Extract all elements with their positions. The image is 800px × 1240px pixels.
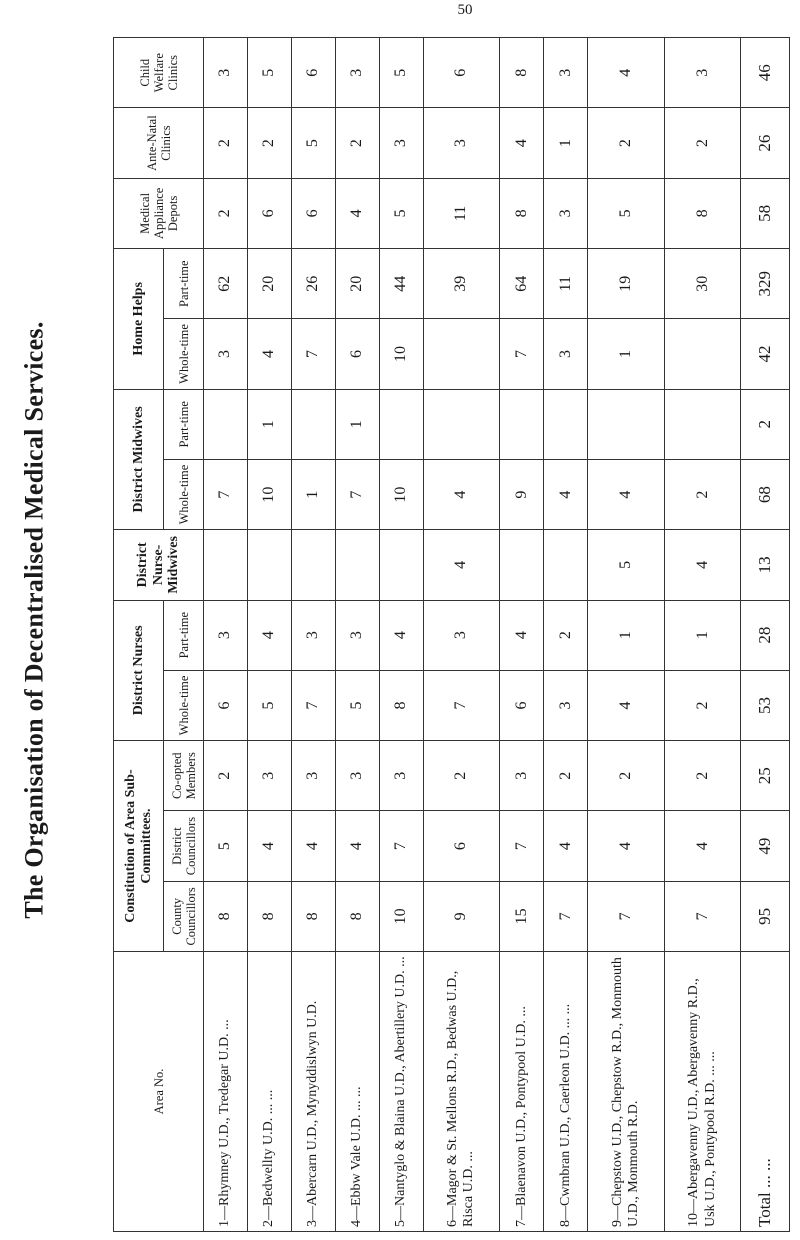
table-cell: 10 — [379, 881, 423, 951]
page-number: 50 — [457, 2, 473, 18]
helps-whole-time-header: Whole-time — [164, 319, 204, 389]
total-row — [741, 38, 790, 1232]
midwives-whole-time-header: Whole-time — [164, 459, 204, 529]
table-cell: 4 — [423, 459, 500, 529]
table-cell: 8 — [204, 881, 248, 951]
table-cell: 2 — [664, 108, 741, 178]
table-cell: 6 — [423, 38, 500, 108]
services-table-container — [113, 37, 790, 1232]
table-cell — [500, 530, 544, 600]
helps-part-time-header: Part-time — [164, 249, 204, 319]
table-cell: 2 — [204, 108, 248, 178]
table-cell: 6 — [335, 319, 379, 389]
table-cell: 2 — [664, 459, 741, 529]
table-cell: 1 — [544, 108, 588, 178]
table-cell: 4 — [247, 811, 291, 881]
table-cell: 8 — [500, 38, 544, 108]
table-cell: 5 — [588, 530, 665, 600]
table-cell: 6 — [291, 178, 335, 248]
table-cell: 10 — [379, 319, 423, 389]
table-body — [204, 38, 790, 1232]
table-cell: 9 — [423, 881, 500, 951]
table-cell: 4 — [588, 459, 665, 529]
total-cell: 2 — [741, 389, 790, 459]
table-cell: 2 — [247, 108, 291, 178]
table-cell: 4 — [588, 670, 665, 740]
table-cell: 4 — [588, 811, 665, 881]
table-cell — [247, 530, 291, 600]
table-cell: 3 — [247, 741, 291, 811]
total-cell: 42 — [741, 319, 790, 389]
table-cell: 4 — [664, 530, 741, 600]
table-cell: 4 — [247, 319, 291, 389]
table-cell — [664, 389, 741, 459]
district-councillors-header: District Councillors — [164, 811, 204, 881]
table-cell: 5 — [247, 38, 291, 108]
total-cell: 13 — [741, 530, 790, 600]
table-cell: 8 — [291, 881, 335, 951]
area-name-cell: 4—Ebbw Vale U.D. ... ... — [335, 952, 379, 1232]
table-header — [114, 38, 204, 1232]
table-cell — [204, 389, 248, 459]
table-row — [204, 38, 248, 1232]
table-cell: 2 — [588, 108, 665, 178]
table-cell: 7 — [544, 881, 588, 951]
ante-natal-header: Ante-Natal Clinics — [114, 108, 204, 178]
table-cell: 3 — [423, 600, 500, 670]
total-cell: 46 — [741, 38, 790, 108]
table-cell: 4 — [544, 459, 588, 529]
total-cell: 68 — [741, 459, 790, 529]
district-nurses-header: District Nurses — [114, 600, 164, 741]
table-cell: 10 — [247, 459, 291, 529]
table-cell — [423, 319, 500, 389]
table-cell: 5 — [588, 178, 665, 248]
table-cell: 2 — [544, 741, 588, 811]
coopted-members-header: Co-opted Members — [164, 741, 204, 811]
services-table — [113, 37, 790, 1232]
table-cell: 30 — [664, 249, 741, 319]
table-cell: 4 — [664, 811, 741, 881]
total-label-cell: Total ... ... — [741, 952, 790, 1232]
table-cell: 7 — [500, 811, 544, 881]
area-name-cell: 10—Abergavenny U.D., Abergavenny R.D., Usk U.D., Pontypool R.D. ... ... — [664, 952, 741, 1232]
table-cell: 3 — [544, 38, 588, 108]
table-cell: 15 — [500, 881, 544, 951]
page-title-text: The Organisation of Decentralised Medical Services. — [20, 321, 50, 919]
table-cell: 4 — [291, 811, 335, 881]
table-cell — [291, 530, 335, 600]
table-cell: 3 — [335, 741, 379, 811]
table-row — [500, 38, 544, 1232]
table-cell: 3 — [500, 741, 544, 811]
table-cell: 3 — [204, 600, 248, 670]
table-cell: 8 — [664, 178, 741, 248]
table-cell: 4 — [588, 38, 665, 108]
table-cell: 4 — [500, 108, 544, 178]
table-cell: 1 — [588, 600, 665, 670]
appliance-depots-header: Medical Appliance Depots — [114, 178, 204, 248]
table-cell: 19 — [588, 249, 665, 319]
table-cell: 39 — [423, 249, 500, 319]
table-cell: 44 — [379, 249, 423, 319]
table-cell: 3 — [423, 108, 500, 178]
table-cell — [291, 389, 335, 459]
table-cell: 3 — [379, 108, 423, 178]
table-cell: 1 — [291, 459, 335, 529]
table-cell: 4 — [335, 178, 379, 248]
total-cell: 53 — [741, 670, 790, 740]
table-cell: 4 — [544, 811, 588, 881]
midwives-part-time-header: Part-time — [164, 389, 204, 459]
area-name-cell: 8—Cwmbran U.D., Caerleon U.D. ... ... — [544, 952, 588, 1232]
table-cell: 3 — [291, 741, 335, 811]
table-cell — [204, 530, 248, 600]
table-cell: 2 — [664, 741, 741, 811]
table-cell: 1 — [664, 600, 741, 670]
table-cell: 20 — [247, 249, 291, 319]
table-cell: 6 — [291, 38, 335, 108]
total-cell: 25 — [741, 741, 790, 811]
table-cell — [544, 530, 588, 600]
table-cell: 7 — [500, 319, 544, 389]
table-cell: 5 — [204, 811, 248, 881]
table-cell: 4 — [335, 811, 379, 881]
area-no-header: Area No. — [114, 952, 204, 1232]
table-cell: 5 — [379, 178, 423, 248]
page-title — [10, 95, 60, 1145]
table-cell: 7 — [423, 670, 500, 740]
table-cell: 5 — [335, 670, 379, 740]
table-row — [544, 38, 588, 1232]
table-cell — [544, 389, 588, 459]
table-cell: 2 — [204, 741, 248, 811]
table-cell: 6 — [423, 811, 500, 881]
table-cell: 11 — [544, 249, 588, 319]
nurses-whole-time-header: Whole-time — [164, 670, 204, 740]
table-cell: 7 — [664, 881, 741, 951]
total-cell: 26 — [741, 108, 790, 178]
table-cell: 7 — [291, 670, 335, 740]
table-cell: 3 — [204, 38, 248, 108]
table-cell: 3 — [204, 319, 248, 389]
table-cell: 5 — [247, 670, 291, 740]
table-cell: 4 — [500, 600, 544, 670]
table-cell: 7 — [204, 459, 248, 529]
table-cell — [335, 530, 379, 600]
area-name-cell: 3—Abercarn U.D., Mynyddislwyn U.D. — [291, 952, 335, 1232]
table-cell: 1 — [335, 389, 379, 459]
table-cell: 4 — [379, 600, 423, 670]
table-cell: 7 — [588, 881, 665, 951]
table-row — [335, 38, 379, 1232]
area-name-cell: 9—Chepstow U.D., Chepstow R.D., Monmouth U.D., Monmouth R.D. — [588, 952, 665, 1232]
table-cell: 6 — [247, 178, 291, 248]
table-cell: 2 — [204, 178, 248, 248]
table-cell: 3 — [335, 600, 379, 670]
constitution-header: Constitution of Area Sub-Committees. — [114, 741, 164, 952]
area-name-cell: 5—Nantyglo & Blaina U.D., Abertillery U.D. ... — [379, 952, 423, 1232]
table-cell: 3 — [335, 38, 379, 108]
table-cell: 5 — [379, 38, 423, 108]
total-cell: 95 — [741, 881, 790, 951]
table-cell: 2 — [544, 600, 588, 670]
table-cell: 1 — [247, 389, 291, 459]
table-cell: 7 — [291, 319, 335, 389]
table-cell: 62 — [204, 249, 248, 319]
table-cell: 3 — [544, 670, 588, 740]
total-cell: 329 — [741, 249, 790, 319]
table-cell: 5 — [291, 108, 335, 178]
table-cell: 3 — [544, 178, 588, 248]
table-row — [664, 38, 741, 1232]
area-name-cell: 6—Magor & St. Mellons R.D., Bedwas U.D., Risca U.D. ... — [423, 952, 500, 1232]
table-cell: 8 — [335, 881, 379, 951]
table-cell: 2 — [664, 670, 741, 740]
table-row — [247, 38, 291, 1232]
home-helps-header: Home Helps — [114, 249, 164, 390]
total-cell: 49 — [741, 811, 790, 881]
table-cell: 2 — [335, 108, 379, 178]
table-cell: 8 — [379, 670, 423, 740]
table-row — [379, 38, 423, 1232]
table-cell: 8 — [247, 881, 291, 951]
table-row — [423, 38, 500, 1232]
table-cell: 6 — [500, 670, 544, 740]
table-cell — [379, 530, 423, 600]
table-cell: 9 — [500, 459, 544, 529]
table-cell — [664, 319, 741, 389]
table-cell: 8 — [500, 178, 544, 248]
area-name-cell: 2—Bedwellty U.D. ... ... — [247, 952, 291, 1232]
table-cell — [588, 389, 665, 459]
county-councillors-header: County Councillors — [164, 881, 204, 951]
table-cell: 64 — [500, 249, 544, 319]
table-cell: 3 — [379, 741, 423, 811]
table-cell: 20 — [335, 249, 379, 319]
table-cell: 10 — [379, 459, 423, 529]
table-cell — [423, 389, 500, 459]
table-cell — [500, 389, 544, 459]
table-cell: 11 — [423, 178, 500, 248]
table-cell: 3 — [664, 38, 741, 108]
table-cell: 7 — [379, 811, 423, 881]
table-cell: 3 — [544, 319, 588, 389]
total-cell: 58 — [741, 178, 790, 248]
district-midwives-header: District Midwives — [114, 389, 164, 530]
table-cell: 2 — [588, 741, 665, 811]
table-row — [291, 38, 335, 1232]
nurse-midwives-header: District Nurse-Midwives — [114, 530, 204, 600]
table-cell: 2 — [423, 741, 500, 811]
table-cell: 7 — [335, 459, 379, 529]
table-cell: 26 — [291, 249, 335, 319]
table-cell — [379, 389, 423, 459]
nurses-part-time-header: Part-time — [164, 600, 204, 670]
table-cell: 1 — [588, 319, 665, 389]
header-row-groups — [114, 38, 164, 1232]
child-welfare-header: Child Welfare Clinics — [114, 38, 204, 108]
table-cell: 4 — [423, 530, 500, 600]
total-cell: 28 — [741, 600, 790, 670]
area-name-cell: 1—Rhymney U.D., Tredegar U.D. ... — [204, 952, 248, 1232]
table-cell: 6 — [204, 670, 248, 740]
table-cell: 4 — [247, 600, 291, 670]
table-row — [588, 38, 665, 1232]
table-cell: 3 — [291, 600, 335, 670]
area-name-cell: 7—Blaenavon U.D., Pontypool U.D. ... — [500, 952, 544, 1232]
